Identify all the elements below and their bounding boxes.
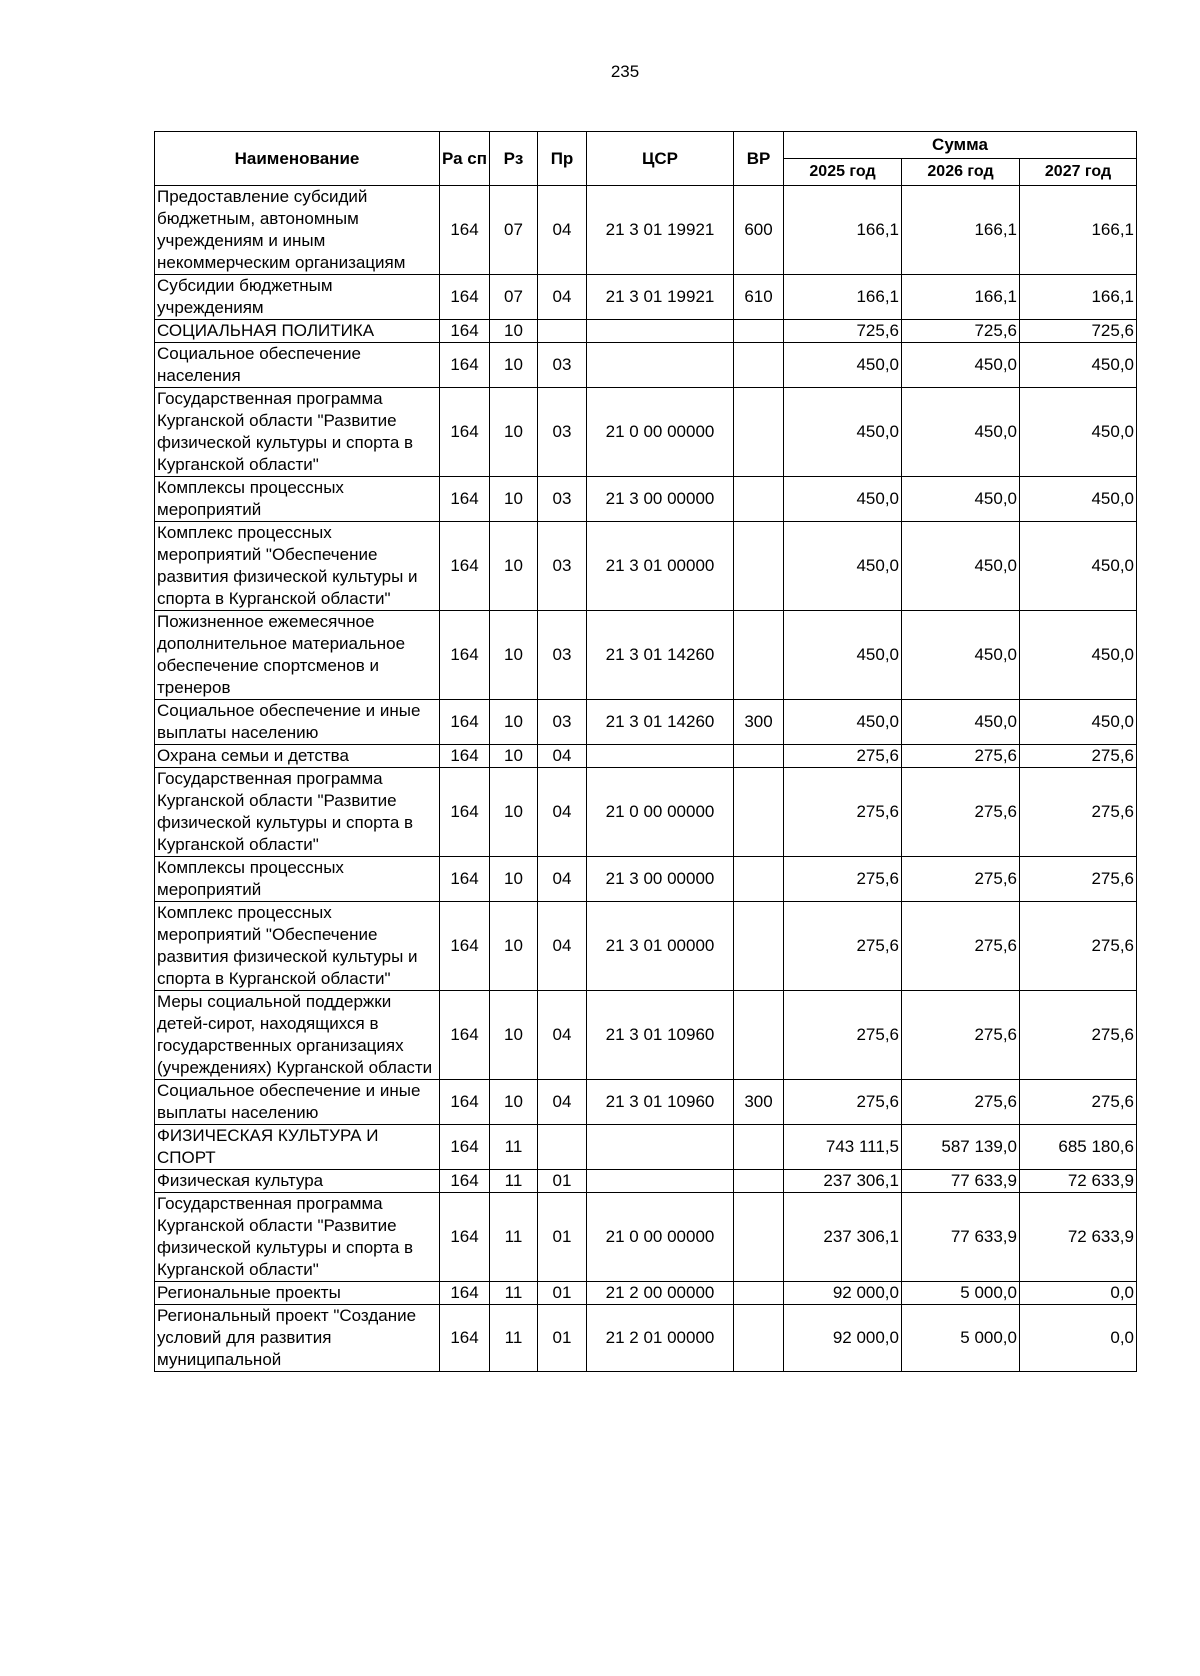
rz-cell: 11	[490, 1282, 538, 1305]
amount-2025-cell: 275,6	[784, 991, 902, 1080]
csr-cell: 21 0 00 00000	[587, 768, 734, 857]
amount-2025-cell: 237 306,1	[784, 1193, 902, 1282]
table-header	[155, 132, 1137, 186]
table-row	[155, 1193, 1137, 1282]
rasp-cell: 164	[440, 745, 490, 768]
amount-2025-cell: 275,6	[784, 1080, 902, 1125]
amount-2025-cell: 275,6	[784, 902, 902, 991]
pr-cell	[538, 320, 587, 343]
table-row	[155, 857, 1137, 902]
header-pr: Пр	[538, 132, 587, 186]
vr-cell	[734, 1170, 784, 1193]
amount-2025-cell: 92 000,0	[784, 1305, 902, 1372]
rz-cell: 07	[490, 275, 538, 320]
pr-cell	[538, 1125, 587, 1170]
header-rz: Рз	[490, 132, 538, 186]
name-cell: Физическая культура	[155, 1170, 440, 1193]
name-cell: СОЦИАЛЬНАЯ ПОЛИТИКА	[155, 320, 440, 343]
amount-2027-cell: 450,0	[1020, 477, 1137, 522]
name-cell: ФИЗИЧЕСКАЯ КУЛЬТУРА И СПОРТ	[155, 1125, 440, 1170]
header-csr: ЦСР	[587, 132, 734, 186]
amount-2025-cell: 450,0	[784, 700, 902, 745]
pr-cell: 04	[538, 768, 587, 857]
pr-cell: 03	[538, 611, 587, 700]
amount-2027-cell: 166,1	[1020, 275, 1137, 320]
header-year-2026: 2026 год	[902, 159, 1020, 186]
vr-cell	[734, 343, 784, 388]
amount-2027-cell: 72 633,9	[1020, 1170, 1137, 1193]
pr-cell: 04	[538, 186, 587, 275]
csr-cell: 21 2 01 00000	[587, 1305, 734, 1372]
rasp-cell: 164	[440, 1193, 490, 1282]
rz-cell: 07	[490, 186, 538, 275]
table-row	[155, 991, 1137, 1080]
header-rasp: Ра сп	[440, 132, 490, 186]
amount-2026-cell: 77 633,9	[902, 1170, 1020, 1193]
csr-cell: 21 3 01 00000	[587, 522, 734, 611]
amount-2026-cell: 166,1	[902, 186, 1020, 275]
rz-cell: 11	[490, 1193, 538, 1282]
amount-2026-cell: 450,0	[902, 388, 1020, 477]
table-row	[155, 1125, 1137, 1170]
name-cell: Региональный проект "Создание условий для развития муниципальной	[155, 1305, 440, 1372]
amount-2026-cell: 5 000,0	[902, 1282, 1020, 1305]
rasp-cell: 164	[440, 522, 490, 611]
pr-cell: 01	[538, 1193, 587, 1282]
rz-cell: 10	[490, 1080, 538, 1125]
rasp-cell: 164	[440, 343, 490, 388]
amount-2025-cell: 450,0	[784, 477, 902, 522]
amount-2027-cell: 275,6	[1020, 745, 1137, 768]
name-cell: Предоставление субсидий бюджетным, автономным учреждениям и иным некоммерческим организациям	[155, 186, 440, 275]
vr-cell	[734, 1193, 784, 1282]
amount-2027-cell: 450,0	[1020, 388, 1137, 477]
name-cell: Комплексы процессных мероприятий	[155, 857, 440, 902]
rz-cell: 11	[490, 1170, 538, 1193]
rasp-cell: 164	[440, 388, 490, 477]
amount-2025-cell: 450,0	[784, 388, 902, 477]
amount-2025-cell: 450,0	[784, 343, 902, 388]
amount-2026-cell: 275,6	[902, 902, 1020, 991]
amount-2025-cell: 275,6	[784, 745, 902, 768]
amount-2025-cell: 275,6	[784, 857, 902, 902]
vr-cell	[734, 902, 784, 991]
rasp-cell: 164	[440, 1282, 490, 1305]
header-year-2025: 2025 год	[784, 159, 902, 186]
csr-cell: 21 3 01 10960	[587, 1080, 734, 1125]
csr-cell: 21 3 01 00000	[587, 902, 734, 991]
amount-2026-cell: 77 633,9	[902, 1193, 1020, 1282]
table-row	[155, 1305, 1137, 1372]
rasp-cell: 164	[440, 902, 490, 991]
vr-cell	[734, 857, 784, 902]
name-cell: Охрана семьи и детства	[155, 745, 440, 768]
rasp-cell: 164	[440, 700, 490, 745]
header-sum: Сумма	[784, 132, 1137, 159]
amount-2025-cell: 275,6	[784, 768, 902, 857]
name-cell: Социальное обеспечение и иные выплаты населению	[155, 700, 440, 745]
amount-2025-cell: 450,0	[784, 522, 902, 611]
rz-cell: 10	[490, 857, 538, 902]
amount-2026-cell: 450,0	[902, 477, 1020, 522]
name-cell: Комплекс процессных мероприятий "Обеспечение развития физической культуры и спорта в Курганской области"	[155, 902, 440, 991]
rasp-cell: 164	[440, 768, 490, 857]
rasp-cell: 164	[440, 1080, 490, 1125]
pr-cell: 01	[538, 1282, 587, 1305]
amount-2026-cell: 725,6	[902, 320, 1020, 343]
csr-cell: 21 0 00 00000	[587, 1193, 734, 1282]
amount-2027-cell: 72 633,9	[1020, 1193, 1137, 1282]
table-row	[155, 1080, 1137, 1125]
rz-cell: 10	[490, 320, 538, 343]
csr-cell	[587, 320, 734, 343]
vr-cell: 300	[734, 1080, 784, 1125]
csr-cell	[587, 343, 734, 388]
rasp-cell: 164	[440, 611, 490, 700]
amount-2027-cell: 685 180,6	[1020, 1125, 1137, 1170]
name-cell: Меры социальной поддержки детей-сирот, находящихся в государственных организациях (учреждениях) Курганской области	[155, 991, 440, 1080]
rz-cell: 10	[490, 902, 538, 991]
amount-2026-cell: 5 000,0	[902, 1305, 1020, 1372]
csr-cell: 21 0 00 00000	[587, 388, 734, 477]
amount-2026-cell: 450,0	[902, 700, 1020, 745]
table-row	[155, 320, 1137, 343]
rasp-cell: 164	[440, 320, 490, 343]
vr-cell	[734, 477, 784, 522]
table-row	[155, 745, 1137, 768]
table-row	[155, 768, 1137, 857]
pr-cell: 04	[538, 745, 587, 768]
csr-cell: 21 3 01 19921	[587, 186, 734, 275]
table-body	[155, 186, 1137, 1372]
amount-2027-cell: 275,6	[1020, 902, 1137, 991]
amount-2025-cell: 725,6	[784, 320, 902, 343]
name-cell: Государственная программа Курганской области "Развитие физической культуры и спорта в Курганской области"	[155, 1193, 440, 1282]
amount-2027-cell: 0,0	[1020, 1282, 1137, 1305]
pr-cell: 04	[538, 902, 587, 991]
csr-cell: 21 3 01 14260	[587, 611, 734, 700]
amount-2027-cell: 275,6	[1020, 768, 1137, 857]
amount-2025-cell: 166,1	[784, 275, 902, 320]
rz-cell: 10	[490, 745, 538, 768]
vr-cell	[734, 1282, 784, 1305]
header-name: Наименование	[155, 132, 440, 186]
amount-2027-cell: 450,0	[1020, 522, 1137, 611]
table-row	[155, 700, 1137, 745]
vr-cell	[734, 991, 784, 1080]
amount-2027-cell: 166,1	[1020, 186, 1137, 275]
pr-cell: 04	[538, 991, 587, 1080]
amount-2026-cell: 275,6	[902, 1080, 1020, 1125]
amount-2025-cell: 166,1	[784, 186, 902, 275]
table-row	[155, 1170, 1137, 1193]
amount-2027-cell: 275,6	[1020, 1080, 1137, 1125]
csr-cell: 21 3 00 00000	[587, 477, 734, 522]
amount-2026-cell: 275,6	[902, 857, 1020, 902]
pr-cell: 03	[538, 477, 587, 522]
amount-2027-cell: 450,0	[1020, 700, 1137, 745]
vr-cell	[734, 745, 784, 768]
rz-cell: 10	[490, 522, 538, 611]
pr-cell: 04	[538, 1080, 587, 1125]
rz-cell: 10	[490, 611, 538, 700]
amount-2025-cell: 92 000,0	[784, 1282, 902, 1305]
header-year-2027: 2027 год	[1020, 159, 1137, 186]
csr-cell	[587, 1170, 734, 1193]
name-cell: Пожизненное ежемесячное дополнительное материальное обеспечение спортсменов и тренеров	[155, 611, 440, 700]
amount-2025-cell: 743 111,5	[784, 1125, 902, 1170]
table-row	[155, 343, 1137, 388]
amount-2027-cell: 450,0	[1020, 611, 1137, 700]
name-cell: Государственная программа Курганской области "Развитие физической культуры и спорта в Курганской области"	[155, 388, 440, 477]
rasp-cell: 164	[440, 275, 490, 320]
rasp-cell: 164	[440, 1125, 490, 1170]
table-row	[155, 522, 1137, 611]
pr-cell: 04	[538, 857, 587, 902]
table-row	[155, 388, 1137, 477]
csr-cell: 21 3 01 10960	[587, 991, 734, 1080]
page-number: 235	[610, 62, 640, 81]
name-cell: Государственная программа Курганской области "Развитие физической культуры и спорта в Курганской области"	[155, 768, 440, 857]
amount-2025-cell: 450,0	[784, 611, 902, 700]
table-row	[155, 477, 1137, 522]
rz-cell: 10	[490, 343, 538, 388]
vr-cell	[734, 1305, 784, 1372]
csr-cell: 21 3 01 14260	[587, 700, 734, 745]
vr-cell	[734, 1125, 784, 1170]
header-vr: ВР	[734, 132, 784, 186]
rz-cell: 10	[490, 700, 538, 745]
pr-cell: 03	[538, 343, 587, 388]
vr-cell	[734, 320, 784, 343]
amount-2027-cell: 0,0	[1020, 1305, 1137, 1372]
amount-2026-cell: 587 139,0	[902, 1125, 1020, 1170]
name-cell: Субсидии бюджетным учреждениям	[155, 275, 440, 320]
amount-2026-cell: 275,6	[902, 991, 1020, 1080]
amount-2027-cell: 450,0	[1020, 343, 1137, 388]
amount-2027-cell: 275,6	[1020, 991, 1137, 1080]
rz-cell: 10	[490, 388, 538, 477]
table-row	[155, 1282, 1137, 1305]
vr-cell	[734, 388, 784, 477]
rz-cell: 11	[490, 1305, 538, 1372]
csr-cell	[587, 745, 734, 768]
pr-cell: 01	[538, 1170, 587, 1193]
budget-table	[154, 131, 1137, 1372]
csr-cell: 21 2 00 00000	[587, 1282, 734, 1305]
vr-cell: 610	[734, 275, 784, 320]
name-cell: Комплексы процессных мероприятий	[155, 477, 440, 522]
rasp-cell: 164	[440, 991, 490, 1080]
name-cell: Социальное обеспечение населения	[155, 343, 440, 388]
amount-2026-cell: 450,0	[902, 343, 1020, 388]
amount-2027-cell: 275,6	[1020, 857, 1137, 902]
rasp-cell: 164	[440, 1305, 490, 1372]
pr-cell: 03	[538, 388, 587, 477]
vr-cell: 300	[734, 700, 784, 745]
table-row	[155, 611, 1137, 700]
name-cell: Комплекс процессных мероприятий "Обеспечение развития физической культуры и спорта в Курганской области"	[155, 522, 440, 611]
amount-2027-cell: 725,6	[1020, 320, 1137, 343]
pr-cell: 01	[538, 1305, 587, 1372]
vr-cell	[734, 611, 784, 700]
pr-cell: 04	[538, 275, 587, 320]
rasp-cell: 164	[440, 186, 490, 275]
amount-2026-cell: 166,1	[902, 275, 1020, 320]
csr-cell	[587, 1125, 734, 1170]
csr-cell: 21 3 00 00000	[587, 857, 734, 902]
pr-cell: 03	[538, 522, 587, 611]
amount-2025-cell: 237 306,1	[784, 1170, 902, 1193]
rz-cell: 10	[490, 477, 538, 522]
table-row	[155, 275, 1137, 320]
rz-cell: 11	[490, 1125, 538, 1170]
rz-cell: 10	[490, 768, 538, 857]
name-cell: Региональные проекты	[155, 1282, 440, 1305]
rasp-cell: 164	[440, 477, 490, 522]
rasp-cell: 164	[440, 1170, 490, 1193]
pr-cell: 03	[538, 700, 587, 745]
name-cell: Социальное обеспечение и иные выплаты населению	[155, 1080, 440, 1125]
rasp-cell: 164	[440, 857, 490, 902]
amount-2026-cell: 275,6	[902, 768, 1020, 857]
rz-cell: 10	[490, 991, 538, 1080]
amount-2026-cell: 450,0	[902, 611, 1020, 700]
table-row	[155, 902, 1137, 991]
vr-cell	[734, 522, 784, 611]
vr-cell: 600	[734, 186, 784, 275]
vr-cell	[734, 768, 784, 857]
amount-2026-cell: 275,6	[902, 745, 1020, 768]
amount-2026-cell: 450,0	[902, 522, 1020, 611]
csr-cell: 21 3 01 19921	[587, 275, 734, 320]
table-row	[155, 186, 1137, 275]
